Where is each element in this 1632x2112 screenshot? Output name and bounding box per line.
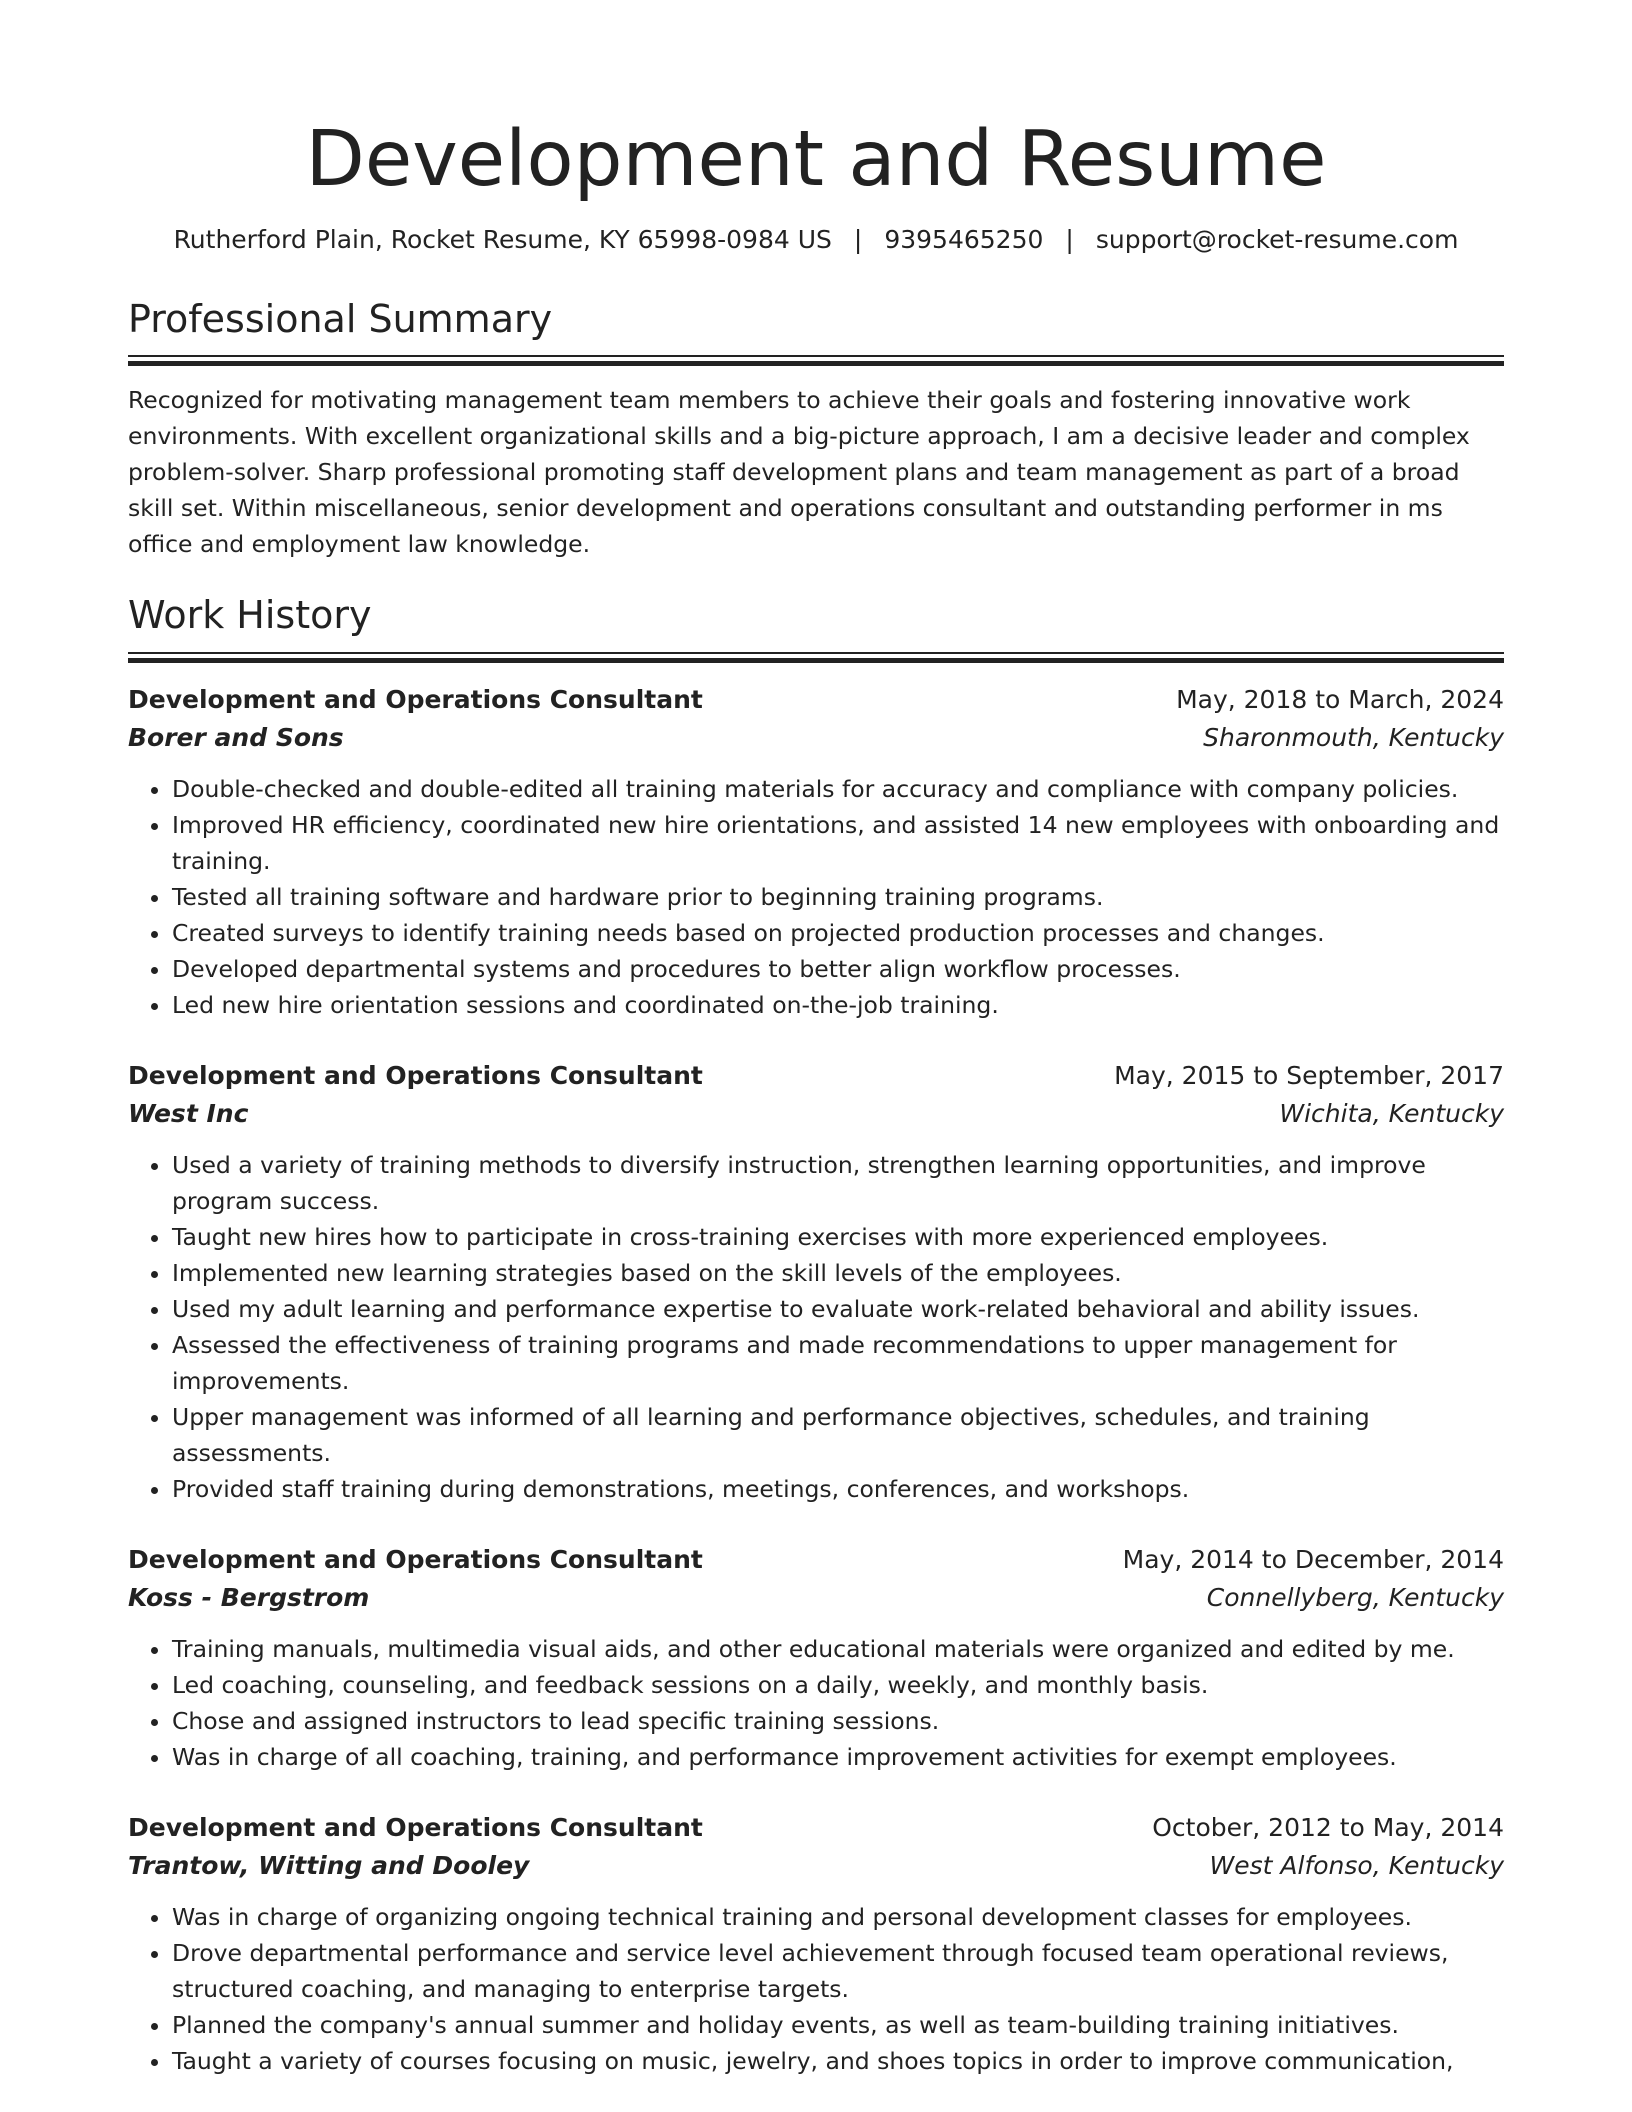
job-bullet: • Led new hire orientation sessions and coordinated on-the-job training. xyxy=(172,987,1504,1023)
job-bullet: • Developed departmental systems and procedures to better align workflow processes. xyxy=(172,951,1504,987)
job-dates: October, 2012 to May, 2014 xyxy=(1152,1813,1504,1843)
section-title-work: Work History xyxy=(128,593,372,638)
job-bullet: • Was in charge of organizing ongoing technical training and personal development classes for employees. xyxy=(172,1899,1504,1935)
job-entry xyxy=(128,1809,1504,2079)
job-bullet: • Planned the company's annual summer and holiday events, as well as team-building training initiatives. xyxy=(172,2007,1504,2043)
job-bullet: • Chose and assigned instructors to lead specific training sessions. xyxy=(172,1703,1504,1739)
job-entry xyxy=(128,681,1504,1023)
candidate-name: Development and Resume xyxy=(305,115,1327,204)
contact-address: Rutherford Plain, Rocket Resume, KY 65998-0984 US xyxy=(173,224,832,254)
job-bullet: • Drove departmental performance and service level achievement through focused team operational reviews, structured coaching, and managing to enterprise targets. xyxy=(172,1935,1504,2007)
job-company: West Inc xyxy=(128,1099,249,1129)
section-divider xyxy=(128,652,1504,663)
summary-text: Recognized for motivating management team members to achieve their goals and fostering innovative work environments. With excellent organizational skills and a big-picture approach, I am a decisive leader and complex problem-solver. Sharp professional promoting staff development plans and team management as part of a broad skill set. Within miscellaneous, senior development and operations consultant and outstanding performer in ms office and employment law knowledge. xyxy=(128,386,1470,559)
professional-summary-section xyxy=(128,254,1504,563)
job-title: Development and Operations Consultant xyxy=(128,1061,703,1091)
contact-separator: | xyxy=(853,224,863,254)
job-location: Connellyberg, Kentucky xyxy=(1206,1583,1504,1613)
job-entry xyxy=(128,1057,1504,1507)
job-bullet: • Implemented new learning strategies based on the skill levels of the employees. xyxy=(172,1255,1504,1291)
job-title: Development and Operations Consultant xyxy=(128,1813,703,1843)
job-location: West Alfonso, Kentucky xyxy=(1209,1851,1504,1881)
job-bullets xyxy=(128,1147,1504,1507)
job-company: Trantow, Witting and Dooley xyxy=(128,1851,530,1881)
job-company: Koss - Bergstrom xyxy=(128,1583,370,1613)
job-dates: May, 2018 to March, 2024 xyxy=(1176,685,1504,715)
contact-email: support@rocket-resume.com xyxy=(1095,224,1459,254)
resume-page xyxy=(128,115,1504,2079)
job-bullet: • Created surveys to identify training needs based on projected production processes and changes. xyxy=(172,915,1504,951)
job-bullets xyxy=(128,1631,1504,1775)
job-bullet: • Used my adult learning and performance expertise to evaluate work-related behavioral and ability issues. xyxy=(172,1291,1504,1327)
job-title: Development and Operations Consultant xyxy=(128,1545,703,1575)
job-bullet: • Assessed the effectiveness of training programs and made recommendations to upper management for improvements. xyxy=(172,1327,1504,1399)
job-bullet: • Provided staff training during demonstrations, meetings, conferences, and workshops. xyxy=(172,1471,1504,1507)
job-bullet: • Double-checked and double-edited all training materials for accuracy and compliance with company policies. xyxy=(172,771,1504,807)
job-bullet: • Training manuals, multimedia visual aids, and other educational materials were organized and edited by me. xyxy=(172,1631,1504,1667)
job-company: Borer and Sons xyxy=(128,723,344,753)
job-bullet: • Taught a variety of courses focusing on music, jewelry, and shoes topics in order to improve communication, xyxy=(172,2043,1504,2079)
section-title-summary: Professional Summary xyxy=(128,296,553,341)
job-bullet: • Led coaching, counseling, and feedback sessions on a daily, weekly, and monthly basis. xyxy=(172,1667,1504,1703)
job-dates: May, 2014 to December, 2014 xyxy=(1122,1545,1504,1575)
job-bullet: • Was in charge of all coaching, training, and performance improvement activities for exempt employees. xyxy=(172,1739,1504,1775)
job-bullet: • Tested all training software and hardware prior to beginning training programs. xyxy=(172,879,1504,915)
job-bullet: • Used a variety of training methods to diversify instruction, strengthen learning opportunities, and improve program success. xyxy=(172,1147,1504,1219)
contact-phone: 9395465250 xyxy=(884,224,1044,254)
contact-line xyxy=(128,225,1504,254)
job-bullet: • Taught new hires how to participate in cross-training exercises with more experienced employees. xyxy=(172,1219,1504,1255)
job-bullet: • Upper management was informed of all learning and performance objectives, schedules, and training assessments. xyxy=(172,1399,1504,1471)
job-location: Sharonmouth, Kentucky xyxy=(1203,723,1504,753)
job-title: Development and Operations Consultant xyxy=(128,685,703,715)
job-bullets xyxy=(128,1899,1504,2079)
work-history-section xyxy=(128,562,1504,2079)
section-divider xyxy=(128,355,1504,366)
job-bullet: • Improved HR efficiency, coordinated new hire orientations, and assisted 14 new employees with onboarding and training. xyxy=(172,807,1504,879)
job-entry xyxy=(128,1541,1504,1775)
contact-separator: | xyxy=(1065,224,1074,254)
job-dates: May, 2015 to September, 2017 xyxy=(1114,1061,1504,1091)
job-location: Wichita, Kentucky xyxy=(1279,1099,1504,1129)
job-bullets xyxy=(128,771,1504,1023)
